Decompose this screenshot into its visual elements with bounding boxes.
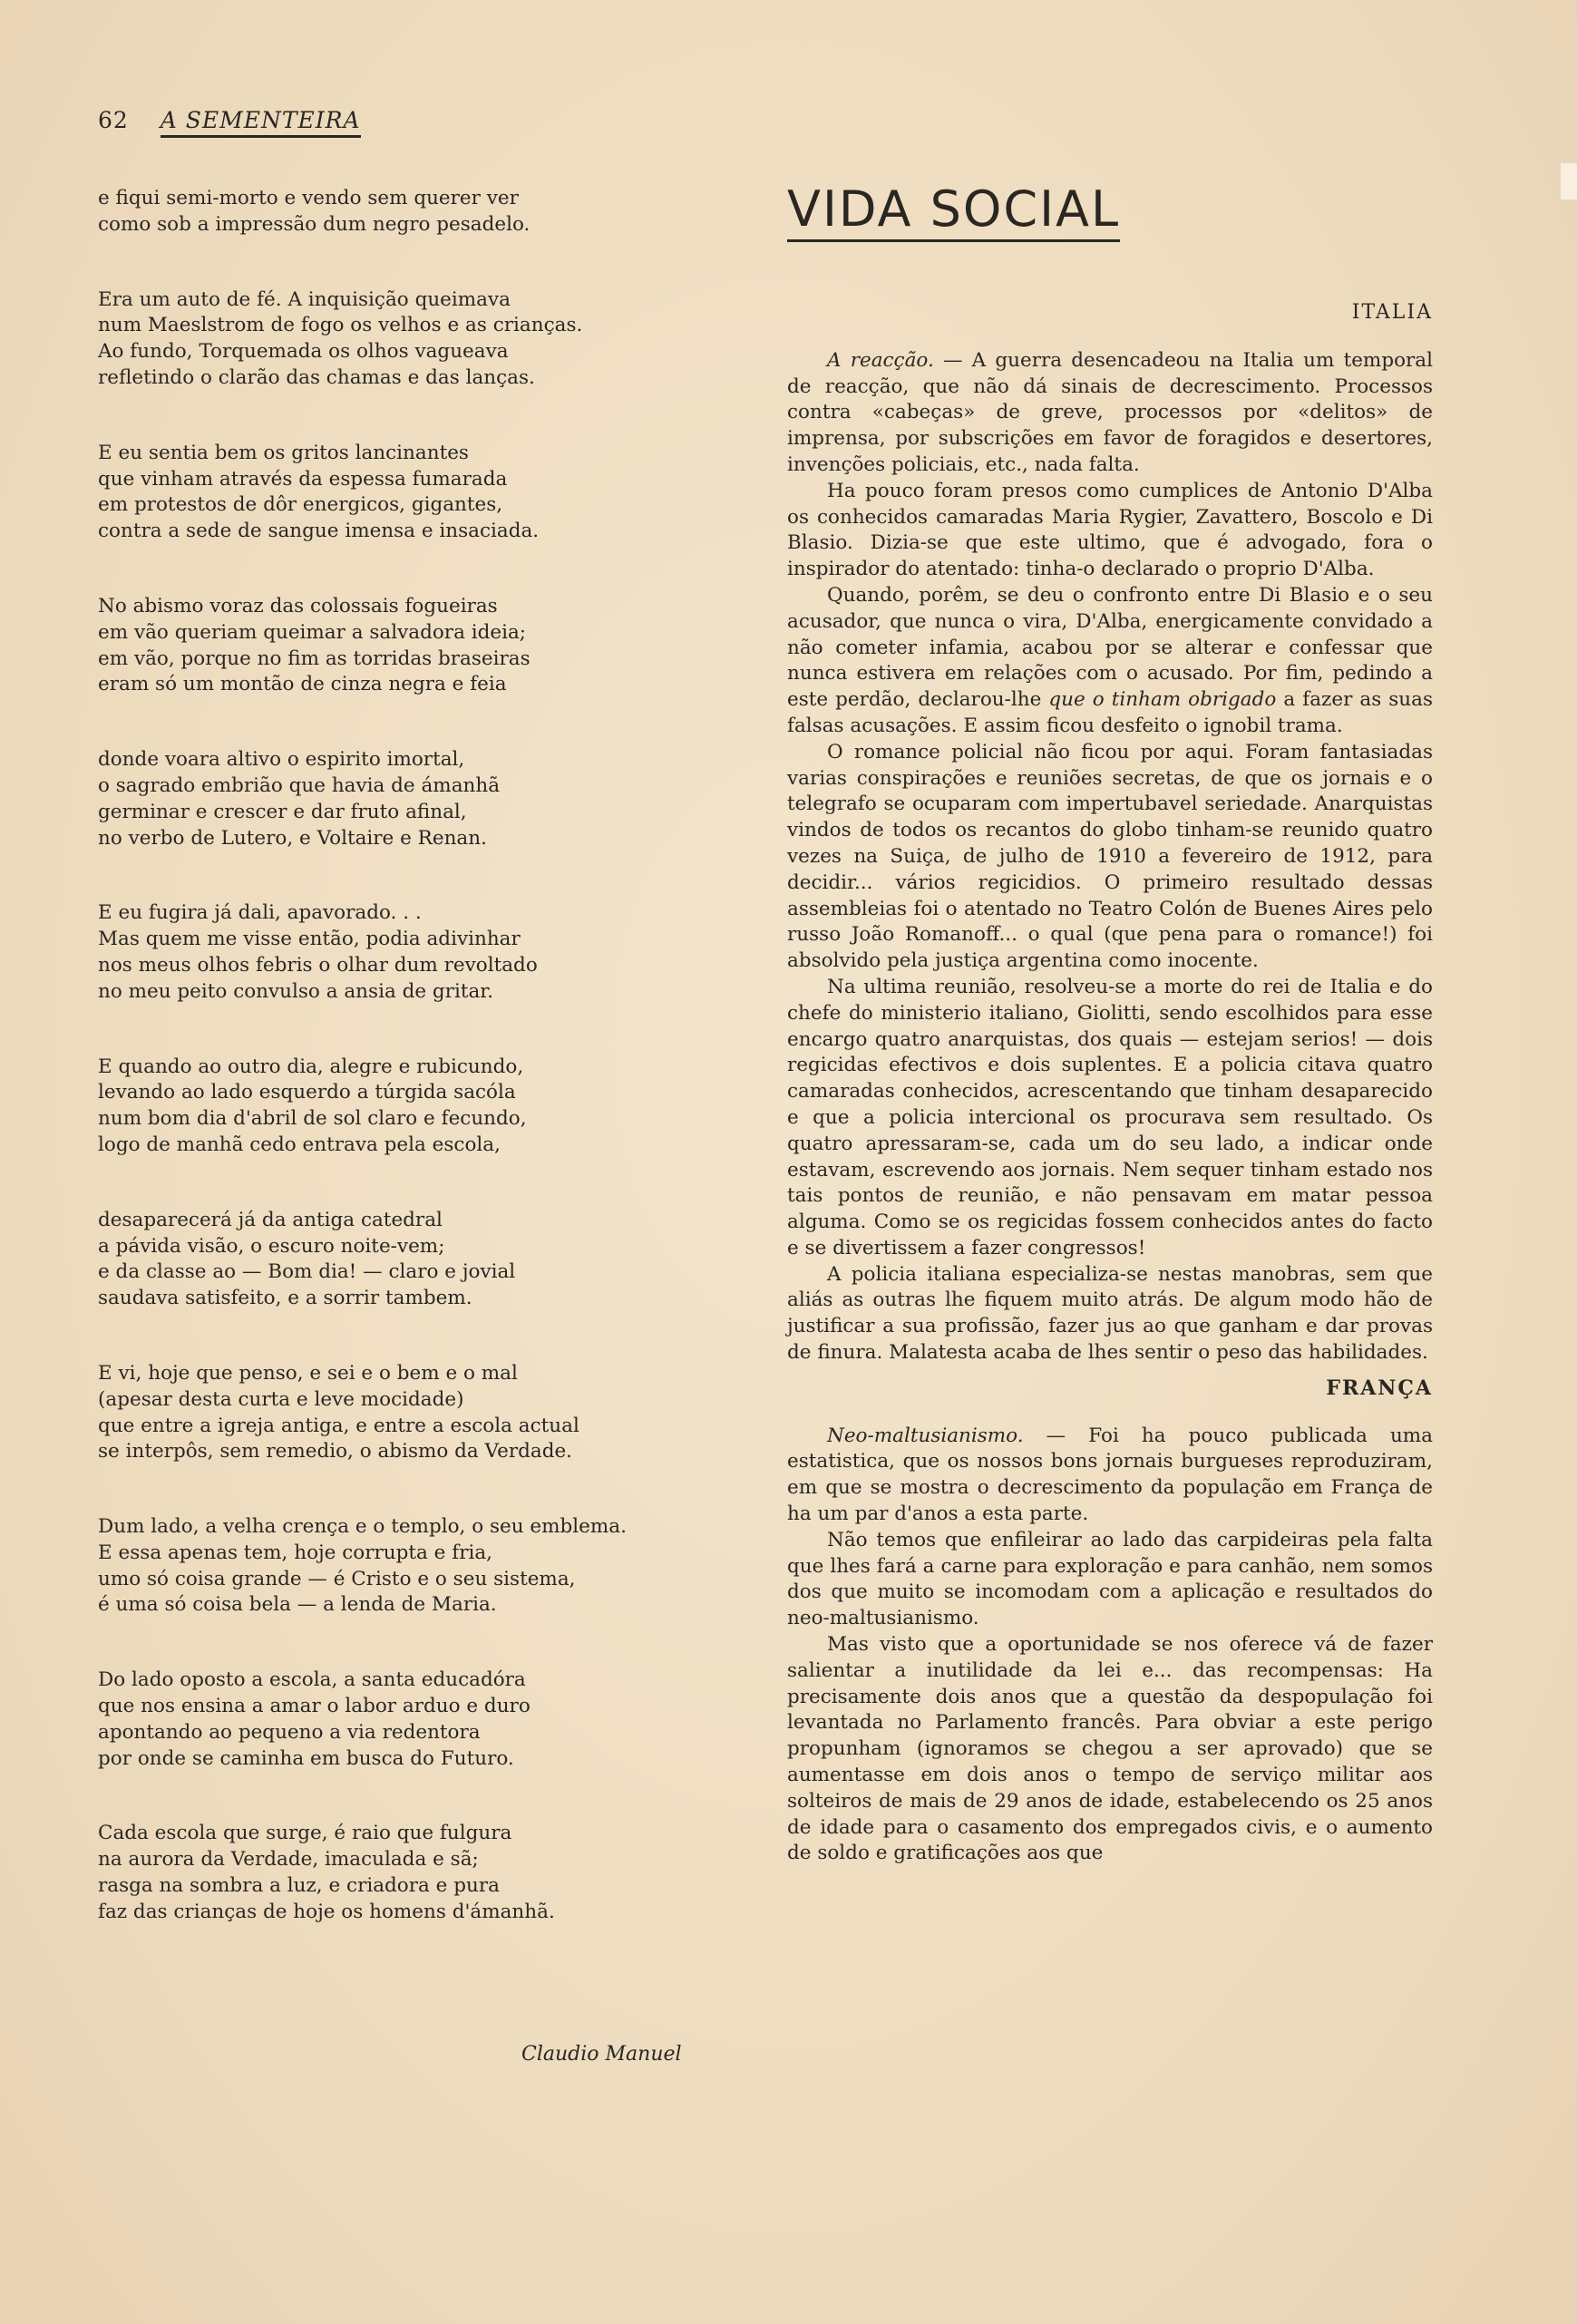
poem-line: Mas quem me visse então, podia adivinhar	[98, 928, 521, 951]
article-column	[787, 181, 1433, 1867]
poem-stanza	[98, 287, 724, 392]
paragraph-italia-2: Ha pouco foram presos como cumplices de Antonio D'Alba os conhecidos camaradas Maria Rygier, Zavattero, Boscolo e Di Blasio. Dizia-se que este ultimo, que é advogado, fora o inspirador do atentado: tinha-o declarado o proprio D'Alba.	[787, 479, 1433, 581]
paper-edge-mark	[1561, 163, 1577, 199]
poem-stanza	[98, 594, 724, 698]
poem-line: em protestos de dôr energicos, gigantes,	[98, 493, 503, 517]
poem-author: Claudio Manuel	[521, 2043, 682, 2066]
paragraph-italia-3: Quando, porêm, se deu o confronto entre Di Blasio e o seu acusador, que nunca o vira, D'Alba, energicamente convidado a não cometer infamia, acabou por se alterar e confessar que nunca estivera em relações com o acusado. Por fim, pedindo a este perdão, declarou-lhe que o tinham obrigado a fazer as suas falsas acusações. E assim ficou desfeito o ignobil trama.	[787, 583, 1434, 737]
running-head	[98, 107, 361, 138]
poem-line: nos meus olhos febris o olhar dum revoltado	[98, 953, 538, 977]
poem-line: em vão, porque no fim as torridas braseiras	[98, 647, 531, 670]
page-number: 62	[98, 107, 129, 133]
poem-line: num bom dia d'abril de sol claro e fecundo,	[98, 1107, 527, 1131]
poem-line: donde voara altivo o espirito imortal,	[98, 748, 465, 772]
poem-line: Ao fundo, Torquemada os olhos vagueava	[98, 340, 509, 364]
poem-line: Do lado oposto a escola, a santa educadóra	[98, 1668, 526, 1692]
poem-stanza	[98, 1821, 724, 1925]
paragraph-italia-5: Na ultima reunião, resolveu-se a morte do rei de Italia e do chefe do ministerio italiano, Giolitti, sendo escolhidos para esse encargo quatro anarquistas, dos quais — estejam serios! — dois regicidas efectivos e dois suplentes. E a policia citava quatro camaradas conhecidos, acrescentando que tinham desaparecido e que a policia intercional os procurava sem resultado. Os quatro apressaram-se, cada um do seu lado, a indicar onde estavam, escrevendo aos jornais. Nem sequer tinham estado nos tais pontos de reunião, e não pensavam em matar pessoa alguma. Como se os regicidas fossem conhecidos antes do facto e se divertissem a fazer congressos!	[787, 975, 1433, 1259]
poem-line: que entre a igreja antiga, e entre a escola actual	[98, 1414, 579, 1437]
paragraph-franca-2: Não temos que enfileirar ao lado das carpideiras pela falta que lhes fará a carne para exploração e para canhão, nem somos dos que muito se incomodam com a aplicação e resultados do neo-maltusianismo.	[787, 1528, 1433, 1630]
poem-stanza	[98, 186, 724, 238]
poem-column	[98, 186, 724, 1975]
poem-line: E quando ao outro dia, alegre e rubicundo,	[98, 1055, 524, 1078]
poem-line: E eu sentia bem os gritos lancinantes	[98, 441, 469, 464]
paragraph-franca-1: Neo-maltusianismo. — Foi ha pouco publicada uma estatistica, que os nossos bons jornais burgueses reproduziram, em que se mostra o decrescimento da população em França de ha um par d'anos a esta parte.	[787, 1424, 1433, 1526]
paragraph-lead: A reacção.	[827, 348, 934, 372]
poem-line: a pávida visão, o escuro noite-vem;	[98, 1234, 445, 1258]
poem-line: contra a sede de sangue imensa e insaciada.	[98, 520, 540, 543]
poem-line: é uma só coisa bela — a lenda de Maria.	[98, 1593, 497, 1617]
poem-line: na aurora da Verdade, imaculada e sã;	[98, 1848, 479, 1872]
paragraph-lead: Neo-maltusianismo.	[827, 1424, 1024, 1447]
poem-line: o sagrado embrião que havia de ámanhã	[98, 773, 501, 797]
poem-line: rasga na sombra a luz, e criadora e pura	[98, 1874, 500, 1898]
poem-line: por onde se caminha em busca do Futuro.	[98, 1746, 514, 1770]
poem-stanza	[98, 1208, 724, 1312]
poem-stanza	[98, 441, 724, 545]
poem-line: se interpôs, sem remedio, o abismo da Verdade.	[98, 1440, 573, 1463]
poem-line: como sob a impressão dum negro pesadelo.	[98, 212, 531, 236]
poem-line: E eu fugira já dali, apavorado. . .	[98, 901, 422, 925]
poem-stanza	[98, 1361, 724, 1465]
poem-line: germinar e crescer e dar fruto afinal,	[98, 800, 467, 823]
poem-line: No abismo voraz das colossais fogueiras	[98, 594, 498, 617]
poem-line: desaparecerá já da antiga catedral	[98, 1208, 443, 1231]
journal-title: A SEMENTEIRA	[161, 107, 361, 138]
poem-stanza	[98, 1668, 724, 1772]
poem-line: num Maeslstrom de fogo os velhos e as crianças.	[98, 314, 583, 337]
poem-line: Era um auto de fé. A inquisição queimava	[98, 287, 511, 311]
country-heading-italia: ITALIA	[1351, 301, 1433, 324]
poem-line: eram só um montão de cinza negra e feia	[98, 673, 507, 696]
poem-line: Dum lado, a velha crença e o templo, o seu emblema.	[98, 1515, 627, 1539]
paragraph-italia-6: A policia italiana especializa-se nestas manobras, sem que aliás as outras lhe fiquem muito atrás. De algum modo hão de justificar a sua profissão, fazer jus ao que ganham e dar provas de finura. Malatesta acaba de lhes sentir o peso das habilidades.	[787, 1262, 1433, 1365]
poem-line: saudava satisfeito, e a sorrir tambem.	[98, 1287, 472, 1310]
poem-line: que nos ensina a amar o labor arduo e duro	[98, 1695, 531, 1718]
country-heading-franca: FRANÇA	[1326, 1376, 1433, 1400]
poem-line: no meu peito convulso a ansia de gritar.	[98, 979, 494, 1003]
poem-line: E vi, hoje que penso, e sei e o bem e o mal	[98, 1361, 518, 1385]
poem-line: E essa apenas tem, hoje corrupta e fria,	[98, 1541, 493, 1564]
paragraph-italia-4: O romance policial não ficou por aqui. Foram fantasiadas varias conspirações e reuniões secretas, de que os jornais e o telegrafo se ocuparam com impertubavel seriedade. Anarquistas vindos de todos os recantos do globo tinham-se reunido quatro vezes na Suiça, de julho de 1910 a fevereiro de 1912, para decidir... vários regicidios. O primeiro resultado dessas assembleias foi o atentado no Teatro Colón de Buenes Aires pelo russo João Romanoff... o qual (que pena para o romance!) foi absolvido pela justiça argentina como inocente.	[787, 740, 1433, 973]
poem-line: em vão queriam queimar a salvadora ideia;	[98, 620, 527, 644]
poem-line: umo só coisa grande — é Cristo e o seu sistema,	[98, 1567, 576, 1590]
poem-stanza	[98, 900, 724, 1005]
poem-line: levando ao lado esquerdo a túrgida sacóla	[98, 1081, 516, 1104]
poem-line: que vinham através da espessa fumarada	[98, 467, 508, 491]
emphasis-text: que o tinham obrigado	[1048, 688, 1277, 712]
poem-line: logo de manhã cedo entrava pela escola,	[98, 1133, 501, 1156]
poem-line: faz das crianças de hoje os homens d'ámanhã.	[98, 1900, 555, 1923]
poem-line: apontando ao pequeno a via redentora	[98, 1720, 481, 1744]
paragraph-franca-3: Mas visto que a oportunidade se nos oferece vá de fazer salientar a inutilidade da lei e... das recompensas: Ha precisamente dois anos que a questão da despopulação foi levantada no Parlamento francês. Para obviar a este perigo propunham (ignoramos se chegou a ser aprovado) que se aumentasse em dois anos o tempo de serviço militar aos solteiros de mais de 29 anos de idade, estabelecendo os 25 anos de idade para o casamento dos empregados civis, e o aumento de soldo e gratificações aos que	[787, 1633, 1433, 1865]
poem-line: refletindo o clarão das chamas e das lanças.	[98, 365, 535, 389]
poem-line: no verbo de Lutero, e Voltaire e Renan.	[98, 826, 487, 850]
paragraph-italia-1: A reacção. — A guerra desencadeou na Italia um temporal de reacção, que não dá sinais de decrescimento. Processos contra «cabeças» de greve, processos por «delitos» de imprensa, por subscrições em favor de foragidos e desertores, invenções policiais, etc., nada falta.	[787, 348, 1433, 476]
poem-stanza	[98, 1514, 724, 1619]
section-title: VIDA SOCIAL	[787, 181, 1120, 242]
poem-line: e da classe ao — Bom dia! — claro e jovial	[98, 1260, 516, 1284]
poem-stanza	[98, 1055, 724, 1159]
poem-line: Cada escola que surge, é raio que fulgura	[98, 1822, 512, 1845]
poem-stanza	[98, 747, 724, 851]
poem-line: e fiqui semi-morto e vendo sem querer ver	[98, 187, 519, 209]
poem-line: (apesar desta curta e leve mocidade)	[98, 1387, 464, 1411]
